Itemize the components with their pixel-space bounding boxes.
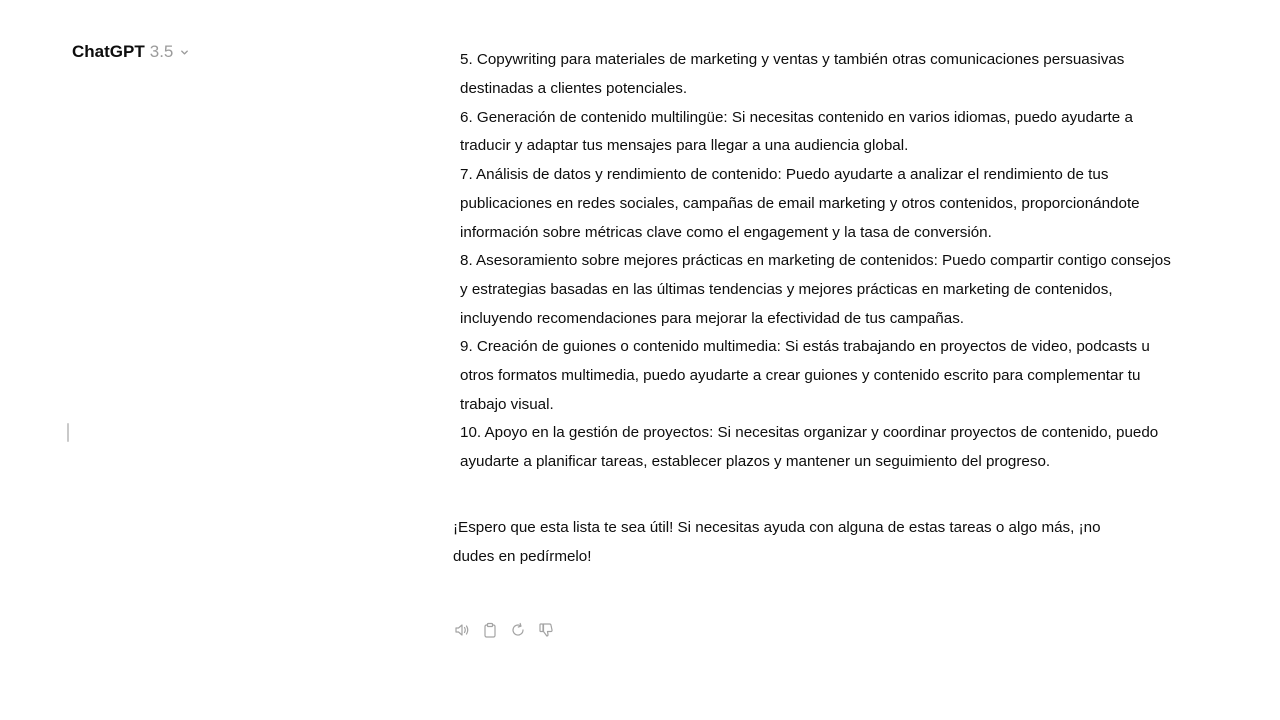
list-item: 8. Asesoramiento sobre mejores prácticas en marketing de contenidos: Puedo compartir contigo consejos y estrategias basadas en las últimas tendencias y mejores prácticas en marketing de contenidos, incluyendo recomendaciones para mejorar la efectividad de tus campañas. [460,252,1171,327]
model-selector[interactable] [72,41,190,63]
assistant-message [453,51,1173,571]
message-list [453,75,1173,477]
list-item: 7. Análisis de datos y rendimiento de contenido: Puedo ayudarte a analizar el rendimiento de tus publicaciones en redes sociales, campañas de email marketing y otros contenidos, proporcionándote información sobre métricas clave como el engagement y la tasa de conversión. [460,166,1140,241]
read-aloud-button[interactable] [453,620,471,640]
list-item: 6. Generación de contenido multilingüe: Si necesitas contenido en varios idiomas, puedo ayudarte a traducir y adaptar tus mensajes para llegar a una audiencia global. [460,108,1133,155]
message-actions [453,620,555,640]
chevron-down-icon [179,47,190,58]
regenerate-icon [510,622,526,638]
list-item: destinadas a clientes potenciales. [460,80,688,97]
model-name: ChatGPT [72,42,145,61]
bad-response-button[interactable] [537,620,555,640]
copy-button[interactable] [481,620,499,640]
speaker-icon [454,622,470,638]
list-item: 9. Creación de guiones o contenido multimedia: Si estás trabajando en proyectos de video, podcasts u otros formatos multimedia, puedo ayudarte a crear guiones y contenido escrito para complementar tu trabajo visual. [460,338,1150,413]
regenerate-button[interactable] [509,620,527,640]
clipboard-icon [482,622,498,638]
model-version: 3.5 [149,42,174,61]
closing-paragraph: ¡Espero que esta lista te sea útil! Si necesitas ayuda con alguna de estas tareas o algo más, ¡no dudes en pedírmelo! [453,518,1101,565]
sidebar-toggle-handle[interactable] [67,423,69,442]
thumbs-down-icon [538,622,554,638]
list-item: 10. Apoyo en la gestión de proyectos: Si necesitas organizar y coordinar proyectos de contenido, puedo ayudarte a planificar tareas, establecer plazos y mantener un seguimiento del progreso. [460,424,1159,471]
partially-hidden-line: 5. Copywriting para materiales de marketing y ventas y también otras comunicaciones persuasivas [460,51,1125,68]
